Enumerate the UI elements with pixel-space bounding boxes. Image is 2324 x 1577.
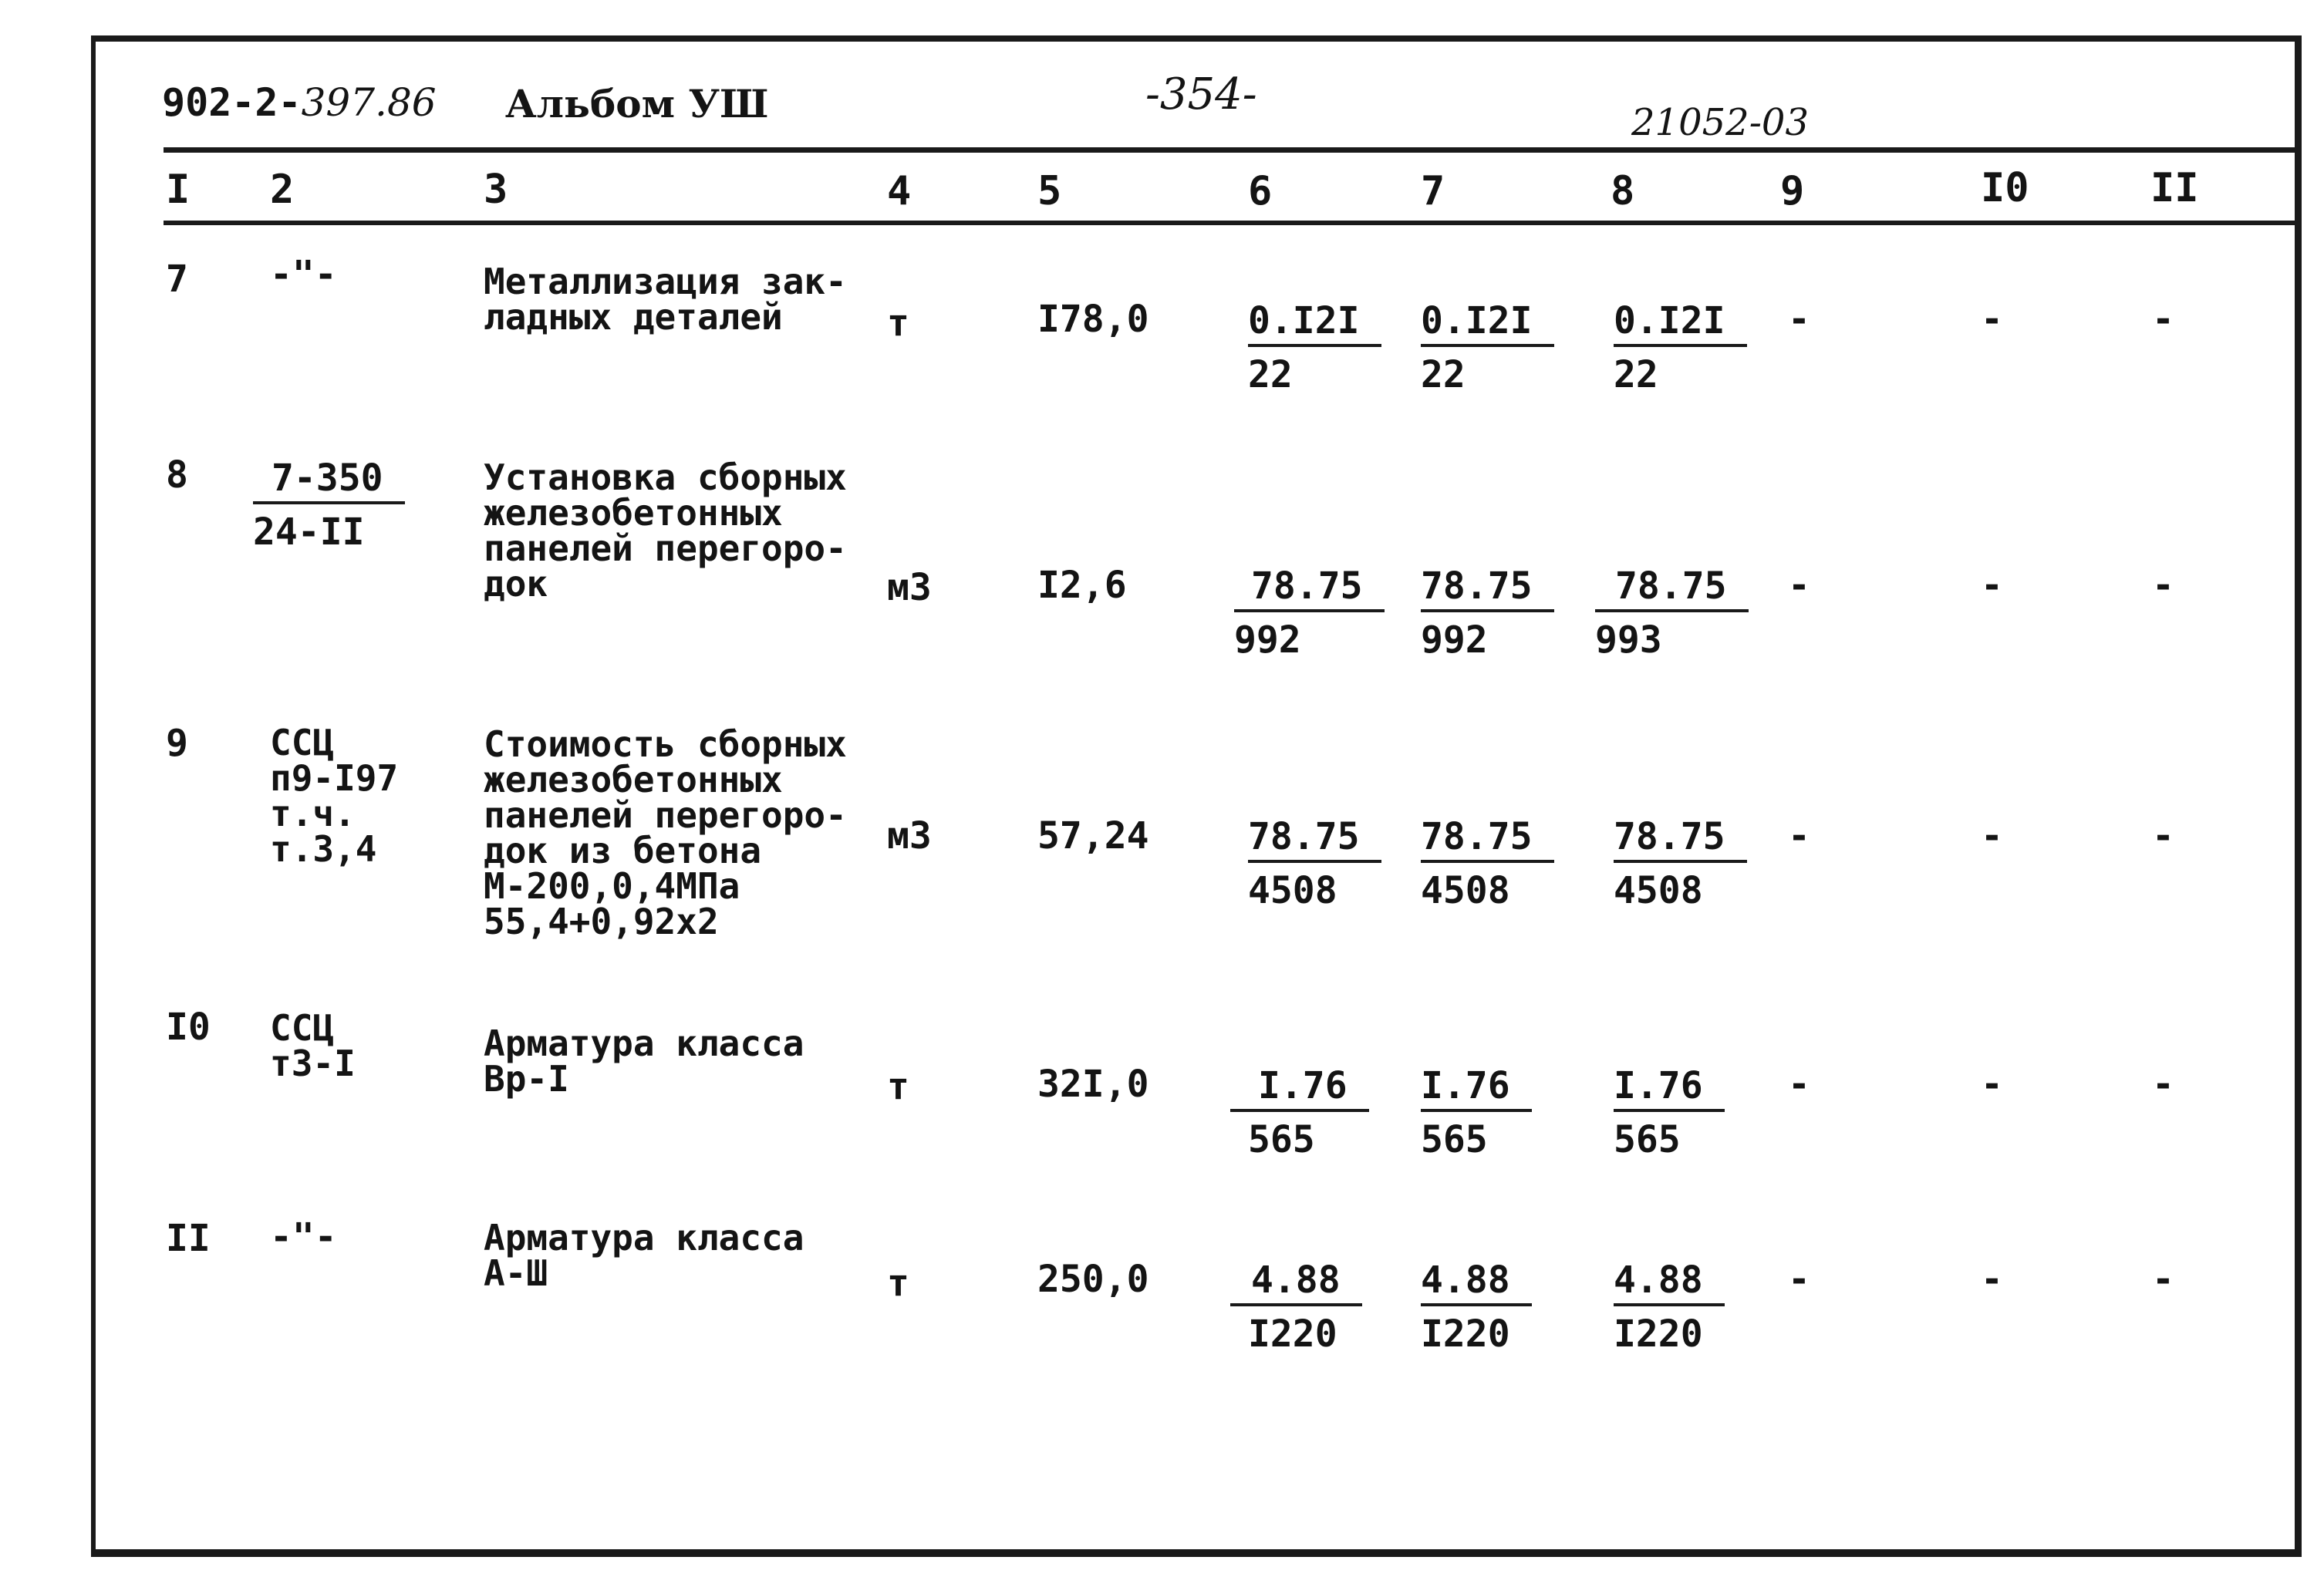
dash-col9: - <box>1788 564 1810 607</box>
fraction-col7 <box>1421 815 1554 912</box>
work-description: Арматура класса А-Ш <box>484 1217 804 1294</box>
column-number: 8 <box>1611 168 1635 214</box>
unit: м3 <box>887 566 932 609</box>
fraction-denominator: 565 <box>1421 1118 1488 1161</box>
dash-col11: - <box>2152 298 2174 341</box>
unit: т <box>887 1065 909 1108</box>
work-description: Установка сборных железобетонных панелей перегоро- док <box>484 457 847 605</box>
unit-price: 57,24 <box>1037 814 1149 858</box>
row-number: I0 <box>166 1006 211 1049</box>
dash-col11: - <box>2152 1063 2174 1106</box>
fraction-col7 <box>1421 564 1554 662</box>
fraction-col6 <box>1230 1064 1369 1161</box>
fraction-col6 <box>1230 1259 1362 1356</box>
fraction-numerator: 4.88 <box>1230 1259 1362 1306</box>
row-number: 7 <box>166 258 188 301</box>
fraction-denominator: 565 <box>1614 1118 1681 1161</box>
work-description: Металлизация зак- ладных деталей <box>484 261 847 338</box>
fraction-numerator: I.76 <box>1614 1064 1725 1112</box>
page-number: -354- <box>1145 69 1257 120</box>
fraction-numerator: 4.88 <box>1614 1259 1725 1306</box>
estimate-code: -"- <box>270 253 337 296</box>
fraction-denominator: 565 <box>1248 1118 1315 1161</box>
fraction-denominator: 992 <box>1234 618 1301 662</box>
fraction-denominator: I220 <box>1421 1312 1510 1356</box>
estimate-code: 7-350 <box>253 457 405 504</box>
row-number: II <box>166 1217 211 1260</box>
fraction-denominator: 22 <box>1614 353 1658 396</box>
dash-col10: - <box>1981 298 2003 341</box>
page-frame <box>91 35 2302 1557</box>
work-description: Арматура класса Вр-I <box>484 1023 804 1100</box>
column-number: I <box>166 167 191 213</box>
header-bottom-rule <box>164 221 2302 225</box>
fraction-numerator: 78.75 <box>1421 815 1554 863</box>
estimate-code: ССЦ п9-I97 т.ч. т.3,4 <box>270 722 399 870</box>
fraction-col8 <box>1595 564 1749 662</box>
fraction-numerator: I.76 <box>1230 1064 1369 1112</box>
fraction-denominator: 992 <box>1421 618 1488 662</box>
fraction-col7 <box>1421 1064 1532 1161</box>
fraction-col6 <box>1248 299 1381 396</box>
estimate-code-denominator: 24-II <box>253 511 365 554</box>
estimate-code: -"- <box>270 1215 337 1259</box>
header-top-rule <box>164 147 2302 153</box>
dash-col10: - <box>1981 814 2003 858</box>
column-number: 5 <box>1037 168 1062 214</box>
column-number: 9 <box>1780 168 1805 214</box>
fraction-numerator: 78.75 <box>1614 815 1747 863</box>
inventory-number: 21052-03 <box>1631 101 1809 144</box>
fraction-denominator: 4508 <box>1248 869 1337 912</box>
estimate-code-fraction <box>253 457 405 554</box>
fraction-col6 <box>1248 815 1381 912</box>
fraction-numerator: 0.I2I <box>1614 299 1747 347</box>
fraction-col7 <box>1421 1259 1532 1356</box>
column-number: 4 <box>887 168 912 214</box>
column-number: 3 <box>484 167 508 213</box>
fraction-numerator: 78.75 <box>1421 564 1554 612</box>
unit-price: 32I,0 <box>1037 1063 1149 1106</box>
estimate-code: ССЦ т3-I <box>270 1007 356 1084</box>
fraction-numerator: I.76 <box>1421 1064 1532 1112</box>
dash-col10: - <box>1981 1258 2003 1301</box>
dash-col9: - <box>1788 298 1810 341</box>
fraction-numerator: 78.75 <box>1595 564 1749 612</box>
fraction-col8 <box>1614 1259 1725 1356</box>
column-number: 7 <box>1421 168 1445 214</box>
dash-col9: - <box>1788 1063 1810 1106</box>
fraction-col8 <box>1614 815 1747 912</box>
row-number: 9 <box>166 722 188 765</box>
fraction-numerator: 0.I2I <box>1421 299 1554 347</box>
dash-col11: - <box>2152 1258 2174 1301</box>
fraction-numerator: 0.I2I <box>1248 299 1381 347</box>
fraction-denominator: 22 <box>1421 353 1466 396</box>
unit-price: I78,0 <box>1037 298 1149 341</box>
document-code <box>162 80 437 125</box>
unit-price: I2,6 <box>1037 564 1127 607</box>
fraction-denominator: 22 <box>1248 353 1293 396</box>
row-number: 8 <box>166 453 188 497</box>
unit: м3 <box>887 814 932 858</box>
document-code-prefix: 902-2- <box>162 80 302 125</box>
dash-col10: - <box>1981 564 2003 607</box>
fraction-denominator: 993 <box>1595 618 1662 662</box>
fraction-col6 <box>1234 564 1385 662</box>
dash-col11: - <box>2152 814 2174 858</box>
document-code-handwritten: 397.86 <box>301 80 437 125</box>
fraction-col8 <box>1614 299 1747 396</box>
column-number: 6 <box>1248 168 1273 214</box>
unit-price: 250,0 <box>1037 1258 1149 1301</box>
dash-col11: - <box>2152 564 2174 607</box>
fraction-denominator: 4508 <box>1614 869 1703 912</box>
unit: т <box>887 302 909 345</box>
fraction-denominator: 4508 <box>1421 869 1510 912</box>
work-description: Стоимость сборных железобетонных панелей перегоро- док из бетона М-200,0,4МПа 55,4+0,92х2 <box>484 723 847 942</box>
fraction-numerator: 78.75 <box>1234 564 1385 612</box>
column-number: I0 <box>1981 165 2029 211</box>
dash-col9: - <box>1788 1258 1810 1301</box>
album-label: Альбом УШ <box>505 81 769 126</box>
fraction-col8 <box>1614 1064 1725 1161</box>
unit: т <box>887 1262 909 1305</box>
fraction-denominator: I220 <box>1248 1312 1337 1356</box>
dash-col9: - <box>1788 814 1810 858</box>
fraction-numerator: 78.75 <box>1248 815 1381 863</box>
fraction-numerator: 4.88 <box>1421 1259 1532 1306</box>
fraction-col7 <box>1421 299 1554 396</box>
column-number: 2 <box>270 167 295 213</box>
dash-col10: - <box>1981 1063 2003 1106</box>
fraction-denominator: I220 <box>1614 1312 1703 1356</box>
column-number: II <box>2150 165 2199 211</box>
